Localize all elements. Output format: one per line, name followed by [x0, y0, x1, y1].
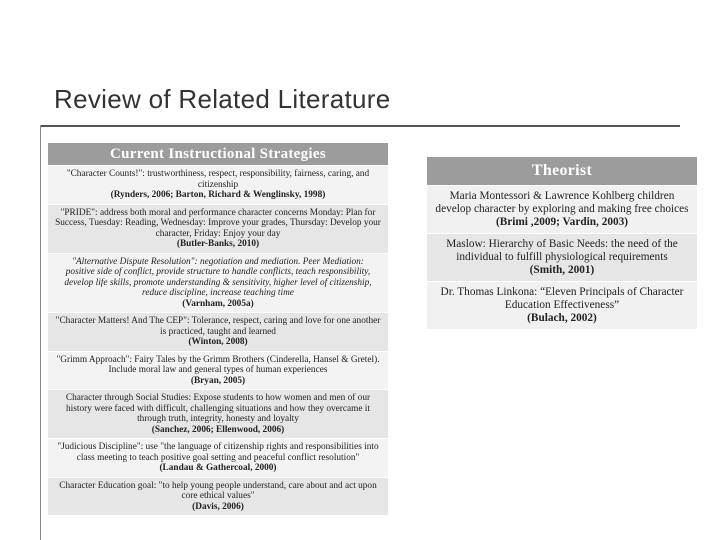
theorist-row — [427, 281, 697, 329]
strategy-row-text: Character Education goal: "to help young people understand, care about and act upon core ethical values" — [59, 480, 377, 501]
strategy-row-citation: (Sanchez, 2006; Ellenwood, 2006) — [151, 424, 285, 435]
strategy-row-text: "Character Counts!": trustworthiness, respect, responsibility, fairness, caring, and citizenship — [66, 169, 370, 190]
theorist-row — [427, 185, 697, 233]
strategy-row-citation: (Davis, 2006) — [192, 501, 244, 512]
theorist-table — [427, 157, 697, 329]
strategy-row-citation: (Bryan, 2005) — [190, 375, 246, 386]
strategy-row-text: Character through Social Studies: Expose students to how women and men of our history were faced with difficult, challenging situations and how they overcame it through truth, integrity, honesty and loyalty — [65, 393, 371, 424]
theorist-row — [427, 233, 697, 281]
strategy-row-text: "Character Matters! And The CEP": Tolerance, respect, caring and love for one another is practiced, taught and learned — [55, 316, 381, 337]
strategy-row — [48, 253, 388, 313]
title-underline — [40, 125, 680, 127]
strategy-row-citation: (Landau & Gathercoal, 2000) — [159, 463, 277, 473]
theorist-row-text: Dr. Thomas Linkona: “Eleven Principals of Character Education Effectiveness” — [440, 286, 684, 311]
strategy-row — [48, 165, 388, 204]
strategy-row — [48, 477, 388, 516]
strategy-row-citation: (Varnham, 2005a) — [182, 298, 254, 309]
theorist-row-citation: (Smith, 2001) — [529, 264, 595, 276]
slide-title: Review of Related Literature — [54, 84, 391, 114]
theorist-row-citation: (Bulach, 2002) — [527, 312, 597, 324]
strategy-row-text: "Judicious Discipline": use "the language of citizenship rights and responsibilities into class meeting to teach positive goal setting and peaceful conflict resolution" — [57, 442, 379, 463]
theorist-row-text: Maria Montessori & Lawrence Kohlberg children develop character by exploring and making free choices — [435, 190, 689, 215]
strategy-row-italic-text: positive side of conflict, provide structure to handle conflicts, teach responsibility, develop life skills, promote understanding & sensitivity, higher level of citizenship, reduce discipline, increase teaching time — [64, 267, 372, 298]
strategy-row-citation: (Butler-Banks, 2010) — [176, 239, 260, 249]
strategy-row-citation: (Winton, 2008) — [188, 337, 248, 347]
strategy-row-text: "PRIDE": address both moral and performance character concerns Monday: Plan for Success, Tuesday: Reading, Wednesday: Improve your grades, Thursday: Develop your character, Friday: Enjoy your day — [55, 207, 381, 239]
strategy-row — [48, 389, 388, 438]
theorist-header: Theorist — [427, 157, 697, 185]
theorist-row-citation: (Brimi ,2009; Vardin, 2003) — [495, 216, 629, 228]
strategy-row — [48, 312, 388, 351]
strategy-row-text: "Alternative Dispute Resolution": negotiation and mediation. Peer Mediation: — [72, 256, 364, 267]
strategies-header: Current Instructional Strategies — [48, 143, 388, 165]
strategies-table — [48, 143, 388, 515]
strategy-row — [48, 351, 388, 390]
strategy-row — [48, 438, 388, 477]
strategy-row — [48, 204, 388, 253]
strategy-row-citation: (Rynders, 2006; Barton, Richard & Wenglinsky, 1998) — [110, 190, 326, 200]
left-margin-line — [40, 125, 41, 540]
theorist-row-text: Maslow: Hierarchy of Basic Needs: the need of the individual to fulfill physiological requirements — [446, 238, 678, 263]
strategy-row-text: "Grimm Approach": Fairy Tales by the Grimm Brothers (Cinderella, Hansel & Gretel). Include moral law and general types of human experiences — [56, 354, 380, 375]
